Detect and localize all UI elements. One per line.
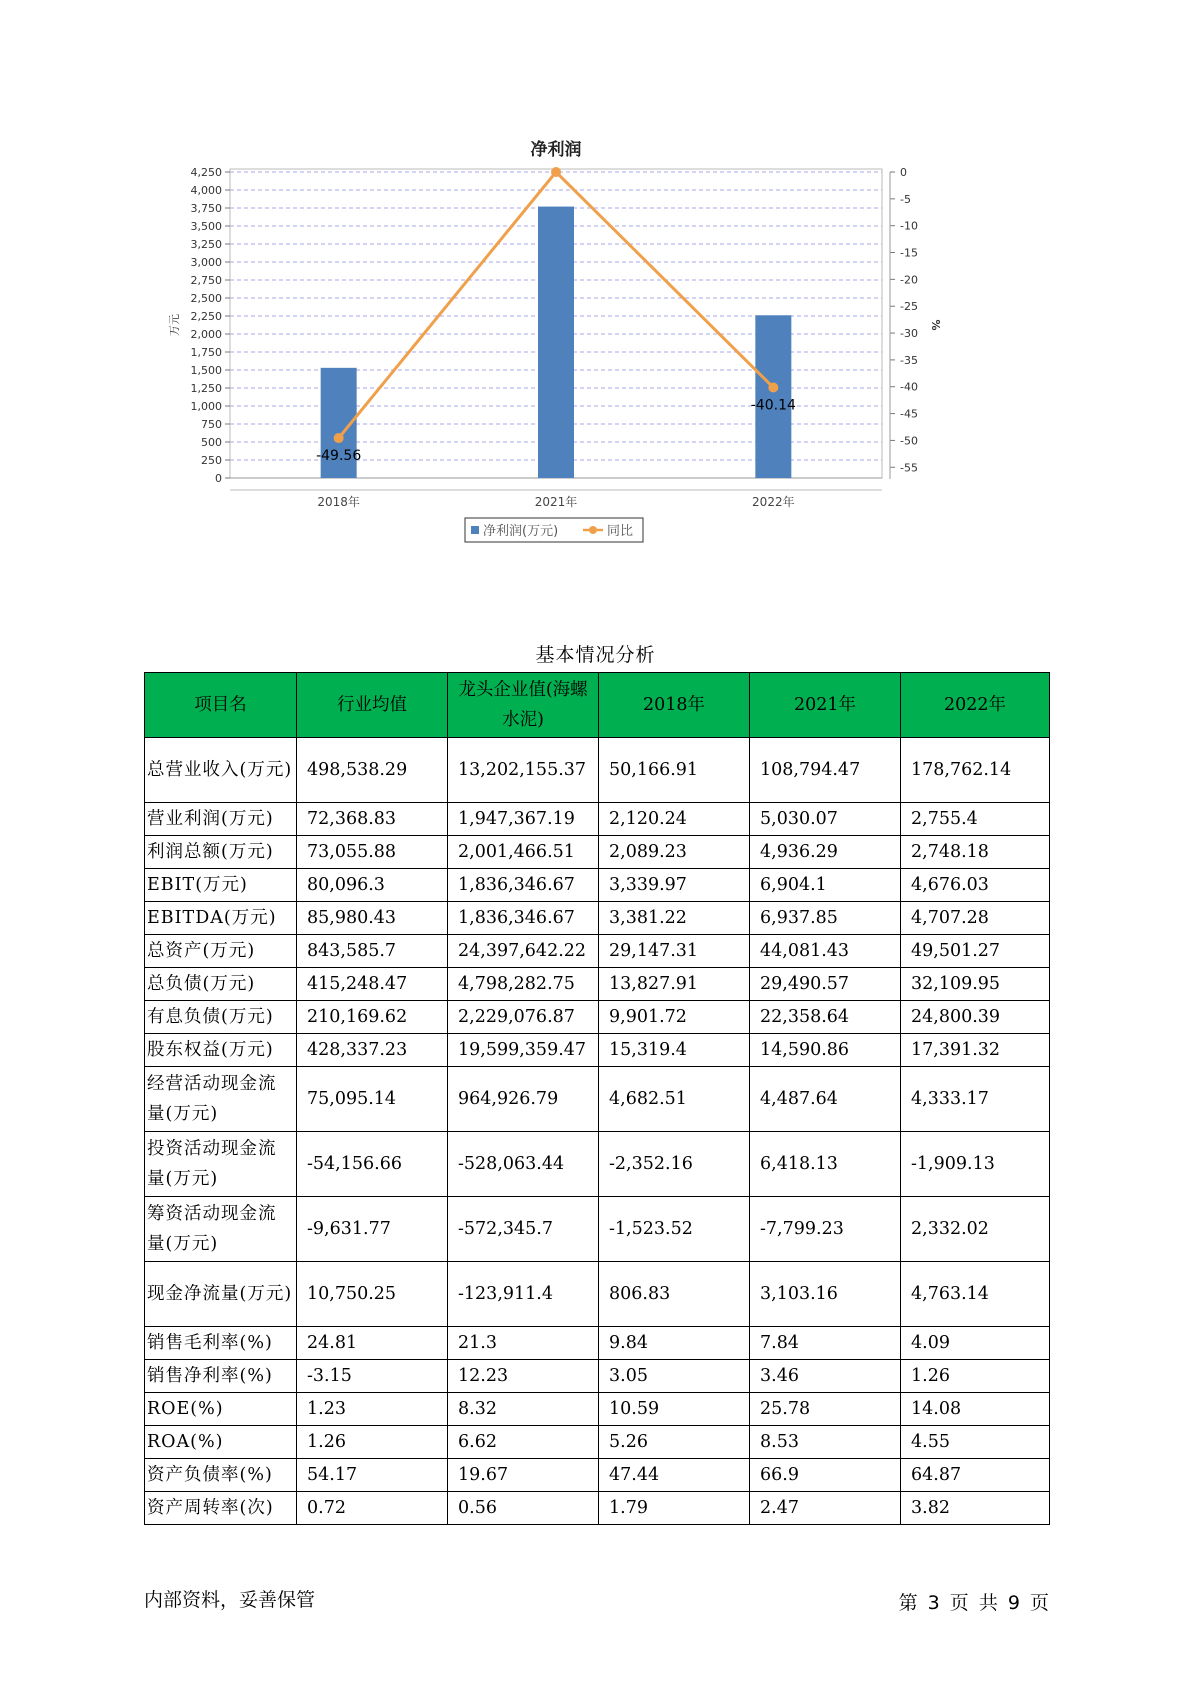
row-value: 44,081.43: [750, 935, 901, 968]
bar-2021年: [538, 207, 574, 478]
y-tick-label: 3,000: [190, 256, 222, 269]
row-value: 2,748.18: [901, 836, 1050, 869]
row-value: 73,055.88: [297, 836, 448, 869]
row-value: 6.62: [448, 1426, 599, 1459]
row-value: 9.84: [599, 1327, 750, 1360]
y2-tick-label: -20: [900, 273, 918, 287]
row-value: 4,763.14: [901, 1262, 1050, 1327]
table-row: [145, 902, 1050, 935]
row-value: 49,501.27: [901, 935, 1050, 968]
table-row: [145, 1459, 1050, 1492]
y-tick-label: 2,500: [190, 292, 222, 305]
row-value: 14.08: [901, 1393, 1050, 1426]
row-value: 6,904.1: [750, 869, 901, 902]
row-value: 4,333.17: [901, 1067, 1050, 1132]
row-value: 2,120.24: [599, 803, 750, 836]
header-industry-avg: 行业均值: [297, 673, 448, 738]
row-label: 销售净利率(%): [145, 1360, 297, 1393]
y-tick-label: 3,500: [190, 220, 222, 233]
row-value: -572,345.7: [448, 1197, 599, 1262]
row-value: -1,909.13: [901, 1132, 1050, 1197]
row-value: 75,095.14: [297, 1067, 448, 1132]
row-value: 14,590.86: [750, 1034, 901, 1067]
row-value: 19,599,359.47: [448, 1034, 599, 1067]
row-value: 2,229,076.87: [448, 1001, 599, 1034]
row-value: 3,381.22: [599, 902, 750, 935]
y-tick-label: 1,500: [190, 364, 222, 377]
row-value: 22,358.64: [750, 1001, 901, 1034]
row-value: 2,089.23: [599, 836, 750, 869]
y-tick-label: 500: [201, 436, 222, 449]
table-row: [145, 1426, 1050, 1459]
header-2018: 2018年: [599, 673, 750, 738]
table-row: [145, 1034, 1050, 1067]
row-value: 1.79: [599, 1492, 750, 1525]
chart-bars: [321, 207, 792, 478]
y-tick-label: 1,000: [190, 400, 222, 413]
row-value: 29,147.31: [599, 935, 750, 968]
y2-tick-label: 0: [900, 166, 907, 179]
row-value: 2,332.02: [901, 1197, 1050, 1262]
row-value: 964,926.79: [448, 1067, 599, 1132]
row-value: 25.78: [750, 1393, 901, 1426]
y-tick-label: 750: [201, 418, 222, 431]
legend-line-marker: [589, 526, 597, 534]
row-label: 销售毛利率(%): [145, 1327, 297, 1360]
y2-tick-label: -45: [900, 407, 918, 421]
row-value: 2,001,466.51: [448, 836, 599, 869]
row-value: -9,631.77: [297, 1197, 448, 1262]
analysis-table: [144, 672, 1050, 1525]
row-value: 10,750.25: [297, 1262, 448, 1327]
header-leader-value: 龙头企业值(海螺水泥): [448, 673, 599, 738]
footer-page-number: 第 3 页 共 9 页: [898, 1592, 1049, 1614]
table-row: [145, 803, 1050, 836]
row-value: 498,538.29: [297, 738, 448, 803]
row-value: 54.17: [297, 1459, 448, 1492]
x-tick-label: 2018年: [317, 495, 360, 509]
row-value: 1.26: [297, 1426, 448, 1459]
y-tick-label: 3,250: [190, 238, 222, 251]
row-value: 8.32: [448, 1393, 599, 1426]
row-label: EBITDA(万元): [145, 902, 297, 935]
row-label: ROA(%): [145, 1426, 297, 1459]
y2-tick-label: -50: [900, 434, 918, 448]
table-row: [145, 1262, 1050, 1327]
row-value: 21.3: [448, 1327, 599, 1360]
row-value: 1,836,346.67: [448, 902, 599, 935]
row-label: ROE(%): [145, 1393, 297, 1426]
row-value: 210,169.62: [297, 1001, 448, 1034]
row-value: 80,096.3: [297, 869, 448, 902]
y-tick-label: 3,750: [190, 202, 222, 215]
row-value: -3.15: [297, 1360, 448, 1393]
row-value: 415,248.47: [297, 968, 448, 1001]
row-value: -2,352.16: [599, 1132, 750, 1197]
row-value: 4.55: [901, 1426, 1050, 1459]
row-value: 13,827.91: [599, 968, 750, 1001]
y-tick-label: 4,250: [190, 166, 222, 179]
row-value: 47.44: [599, 1459, 750, 1492]
row-value: 66.9: [750, 1459, 901, 1492]
y2-tick-label: -35: [900, 353, 918, 367]
row-label: 资产周转率(次): [145, 1492, 297, 1525]
row-value: 64.87: [901, 1459, 1050, 1492]
row-value: -7,799.23: [750, 1197, 901, 1262]
row-value: 13,202,155.37: [448, 738, 599, 803]
row-value: 50,166.91: [599, 738, 750, 803]
row-value: 5.26: [599, 1426, 750, 1459]
row-value: 15,319.4: [599, 1034, 750, 1067]
row-value: 3.82: [901, 1492, 1050, 1525]
yoy-point: [334, 433, 344, 443]
row-value: 29,490.57: [750, 968, 901, 1001]
row-value: 4,936.29: [750, 836, 901, 869]
table-row: [145, 1492, 1050, 1525]
table-row: [145, 1327, 1050, 1360]
table-row: [145, 1360, 1050, 1393]
row-value: 2,755.4: [901, 803, 1050, 836]
table-row: [145, 935, 1050, 968]
y-tick-label: 2,250: [190, 310, 222, 323]
row-value: 4,707.28: [901, 902, 1050, 935]
chart-title: 净利润: [530, 140, 582, 160]
row-value: 1,947,367.19: [448, 803, 599, 836]
row-value: 24,397,642.22: [448, 935, 599, 968]
y2-tick-label: -15: [900, 246, 918, 260]
row-label: 经营活动现金流量(万元): [145, 1067, 297, 1132]
row-value: 5,030.07: [750, 803, 901, 836]
row-value: 6,418.13: [750, 1132, 901, 1197]
row-label: 利润总额(万元): [145, 836, 297, 869]
table-header-row: [145, 673, 1050, 738]
header-item-name: 项目名: [145, 673, 297, 738]
row-label: 投资活动现金流量(万元): [145, 1132, 297, 1197]
row-label: 有息负债(万元): [145, 1001, 297, 1034]
row-value: -1,523.52: [599, 1197, 750, 1262]
row-label: 营业利润(万元): [145, 803, 297, 836]
x-tick-label: 2022年: [752, 495, 795, 509]
row-value: 0.56: [448, 1492, 599, 1525]
row-value: 1.23: [297, 1393, 448, 1426]
row-value: 3.05: [599, 1360, 750, 1393]
row-label: EBIT(万元): [145, 869, 297, 902]
row-label: 总负债(万元): [145, 968, 297, 1001]
row-value: 178,762.14: [901, 738, 1050, 803]
net-profit-chart: [160, 135, 1060, 595]
row-value: 24,800.39: [901, 1001, 1050, 1034]
row-value: 806.83: [599, 1262, 750, 1327]
point-label: -49.56: [316, 448, 362, 465]
header-2022: 2022年: [901, 673, 1050, 738]
y-tick-label: 0: [215, 472, 222, 485]
table-row: [145, 1067, 1050, 1132]
row-value: 8.53: [750, 1426, 901, 1459]
row-value: 1,836,346.67: [448, 869, 599, 902]
row-value: 12.23: [448, 1360, 599, 1393]
table-row: [145, 869, 1050, 902]
y-tick-label: 4,000: [190, 184, 222, 197]
point-label: -40.14: [750, 397, 796, 414]
table-row: [145, 1393, 1050, 1426]
row-label: 现金净流量(万元): [145, 1262, 297, 1327]
row-value: 19.67: [448, 1459, 599, 1492]
row-value: 17,391.32: [901, 1034, 1050, 1067]
table-row: [145, 1001, 1050, 1034]
legend-bar-swatch: [471, 526, 479, 534]
row-value: 4.09: [901, 1327, 1050, 1360]
row-value: 24.81: [297, 1327, 448, 1360]
row-value: 9,901.72: [599, 1001, 750, 1034]
yoy-point: [768, 382, 778, 392]
legend-line-label: 同比: [607, 524, 634, 539]
row-label: 股东权益(万元): [145, 1034, 297, 1067]
legend-bar-label: 净利润(万元): [483, 524, 559, 539]
row-value: 2.47: [750, 1492, 901, 1525]
row-value: 32,109.95: [901, 968, 1050, 1001]
chart-legend: [465, 518, 643, 542]
y-axis-title: 万元: [168, 314, 181, 336]
row-label: 总资产(万元): [145, 935, 297, 968]
table-row: [145, 836, 1050, 869]
row-value: 4,682.51: [599, 1067, 750, 1132]
y2-tick-label: -55: [900, 461, 918, 475]
y-tick-label: 2,000: [190, 328, 222, 341]
row-value: 843,585.7: [297, 935, 448, 968]
table-caption: 基本情况分析: [535, 644, 656, 666]
row-value: 3,103.16: [750, 1262, 901, 1327]
x-tick-label: 2021年: [534, 495, 578, 509]
y2-tick-label: -25: [900, 300, 918, 314]
y2-axis-title: %: [929, 319, 942, 331]
row-label: 资产负债率(%): [145, 1459, 297, 1492]
footer-confidential: 内部资料，妥善保管: [144, 1589, 316, 1611]
y-tick-label: 1,250: [190, 382, 222, 395]
y2-tick-label: -10: [900, 219, 918, 233]
row-value: 0.72: [297, 1492, 448, 1525]
y-tick-label: 1,750: [190, 346, 222, 359]
y-tick-label: 250: [201, 454, 222, 467]
table-row: [145, 1197, 1050, 1262]
row-label: 筹资活动现金流量(万元): [145, 1197, 297, 1262]
row-value: 3,339.97: [599, 869, 750, 902]
row-value: 72,368.83: [297, 803, 448, 836]
row-value: 4,798,282.75: [448, 968, 599, 1001]
row-value: -123,911.4: [448, 1262, 599, 1327]
header-2021: 2021年: [750, 673, 901, 738]
row-value: -54,156.66: [297, 1132, 448, 1197]
table-row: [145, 738, 1050, 803]
table-row: [145, 1132, 1050, 1197]
row-value: 10.59: [599, 1393, 750, 1426]
y2-tick-label: -40: [900, 380, 918, 394]
row-value: 7.84: [750, 1327, 901, 1360]
row-value: 4,676.03: [901, 869, 1050, 902]
table-row: [145, 968, 1050, 1001]
row-value: -528,063.44: [448, 1132, 599, 1197]
y2-tick-label: -30: [900, 327, 918, 341]
row-label: 总营业收入(万元): [145, 738, 297, 803]
row-value: 3.46: [750, 1360, 901, 1393]
table-body: [145, 738, 1050, 1525]
y-tick-label: 2,750: [190, 274, 222, 287]
yoy-point: [551, 167, 561, 177]
row-value: 108,794.47: [750, 738, 901, 803]
y2-tick-label: -5: [900, 192, 911, 206]
row-value: 428,337.23: [297, 1034, 448, 1067]
row-value: 85,980.43: [297, 902, 448, 935]
row-value: 6,937.85: [750, 902, 901, 935]
row-value: 4,487.64: [750, 1067, 901, 1132]
row-value: 1.26: [901, 1360, 1050, 1393]
